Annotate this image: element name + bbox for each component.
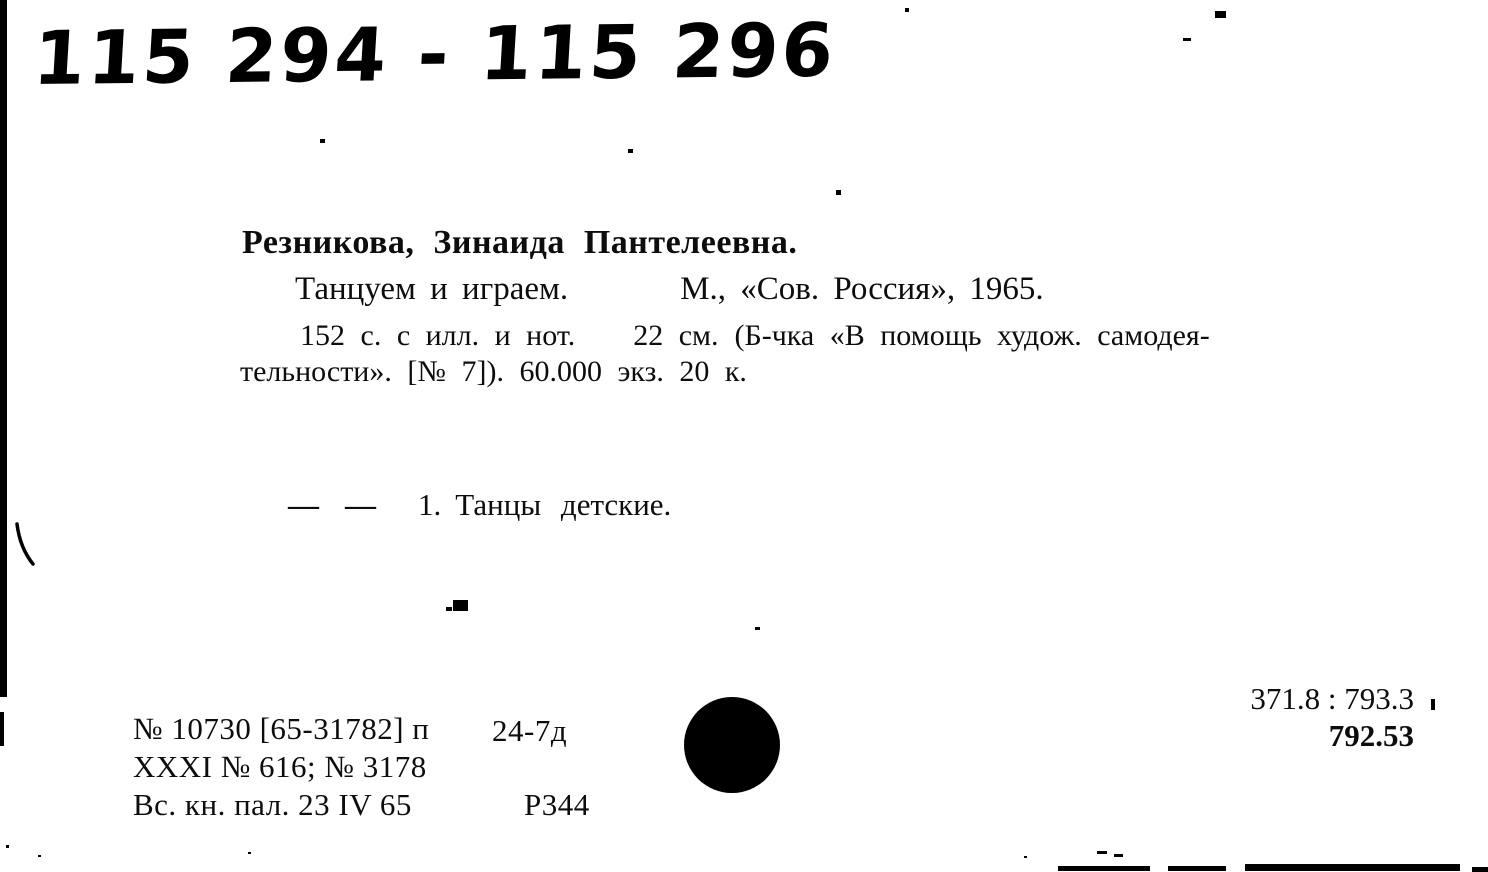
tracing-subject: Танцы детские.: [455, 487, 672, 522]
ink-speck: [1168, 866, 1226, 871]
size-statement: 22 см.: [633, 319, 719, 352]
ink-speck: [1245, 864, 1460, 871]
subject-tracing-line: [288, 487, 671, 523]
author-heading: Резникова, Зинаида Пантелеевна.: [242, 224, 798, 261]
hole-punch-dot: [684, 697, 780, 793]
ink-speck: [248, 852, 251, 854]
ink-speck: [6, 845, 9, 848]
collation-line: [300, 319, 1210, 353]
ink-speck: [320, 139, 325, 143]
udc-classification-1: 371.8 : 793.3: [1250, 681, 1414, 716]
ink-speck: [755, 627, 760, 630]
udc-classification-2: 792.53: [1328, 718, 1414, 753]
ink-speck: [446, 607, 452, 611]
author-cutter-code: Р344: [524, 787, 590, 822]
ink-speck: [38, 855, 41, 857]
pen-stroke-mark: [14, 522, 38, 570]
ink-speck: [1215, 11, 1226, 18]
registry-code: 24-7д: [492, 713, 568, 748]
ink-speck: [453, 600, 468, 611]
tracing-number: 1.: [418, 487, 442, 522]
ink-speck: [1058, 866, 1150, 871]
tracing-dash-2: —: [345, 487, 376, 522]
ink-speck: [1183, 38, 1191, 41]
title-line: [295, 271, 1044, 308]
ink-speck: [905, 8, 909, 12]
classification-block: [1250, 680, 1414, 754]
series-statement-wrap: тельности». [№ 7]). 60.000 экз. 20 к.: [240, 355, 747, 388]
imprint-statement: М., «Сов. Россия», 1965.: [680, 271, 1044, 307]
ink-speck: [1024, 856, 1027, 858]
series-statement-start: (Б-чка «В помощь худож. самодея-: [734, 319, 1210, 352]
registry-number: № 10730 [65-31782] п: [133, 711, 430, 746]
ink-speck: [1097, 851, 1107, 854]
book-title: Танцуем и играем.: [295, 271, 569, 307]
tracing-dash-1: —: [288, 487, 319, 522]
scan-edge-bar-fragment: [0, 712, 4, 746]
ink-speck: [1431, 699, 1435, 710]
ink-speck: [836, 190, 841, 195]
collation-statement: 152 с. с илл. и нот.: [300, 319, 576, 352]
book-chamber-date: Вс. кн. пал. 23 IV 65: [133, 787, 412, 822]
ink-speck: [628, 149, 633, 153]
scan-edge-bar: [0, 0, 7, 697]
ink-speck: [1114, 854, 1123, 857]
registry-volume-numbers: XXXI № 616; № 3178: [133, 749, 427, 784]
ink-speck: [1472, 867, 1488, 872]
handwritten-accession-number: 115 294 - 115 296: [30, 7, 839, 103]
